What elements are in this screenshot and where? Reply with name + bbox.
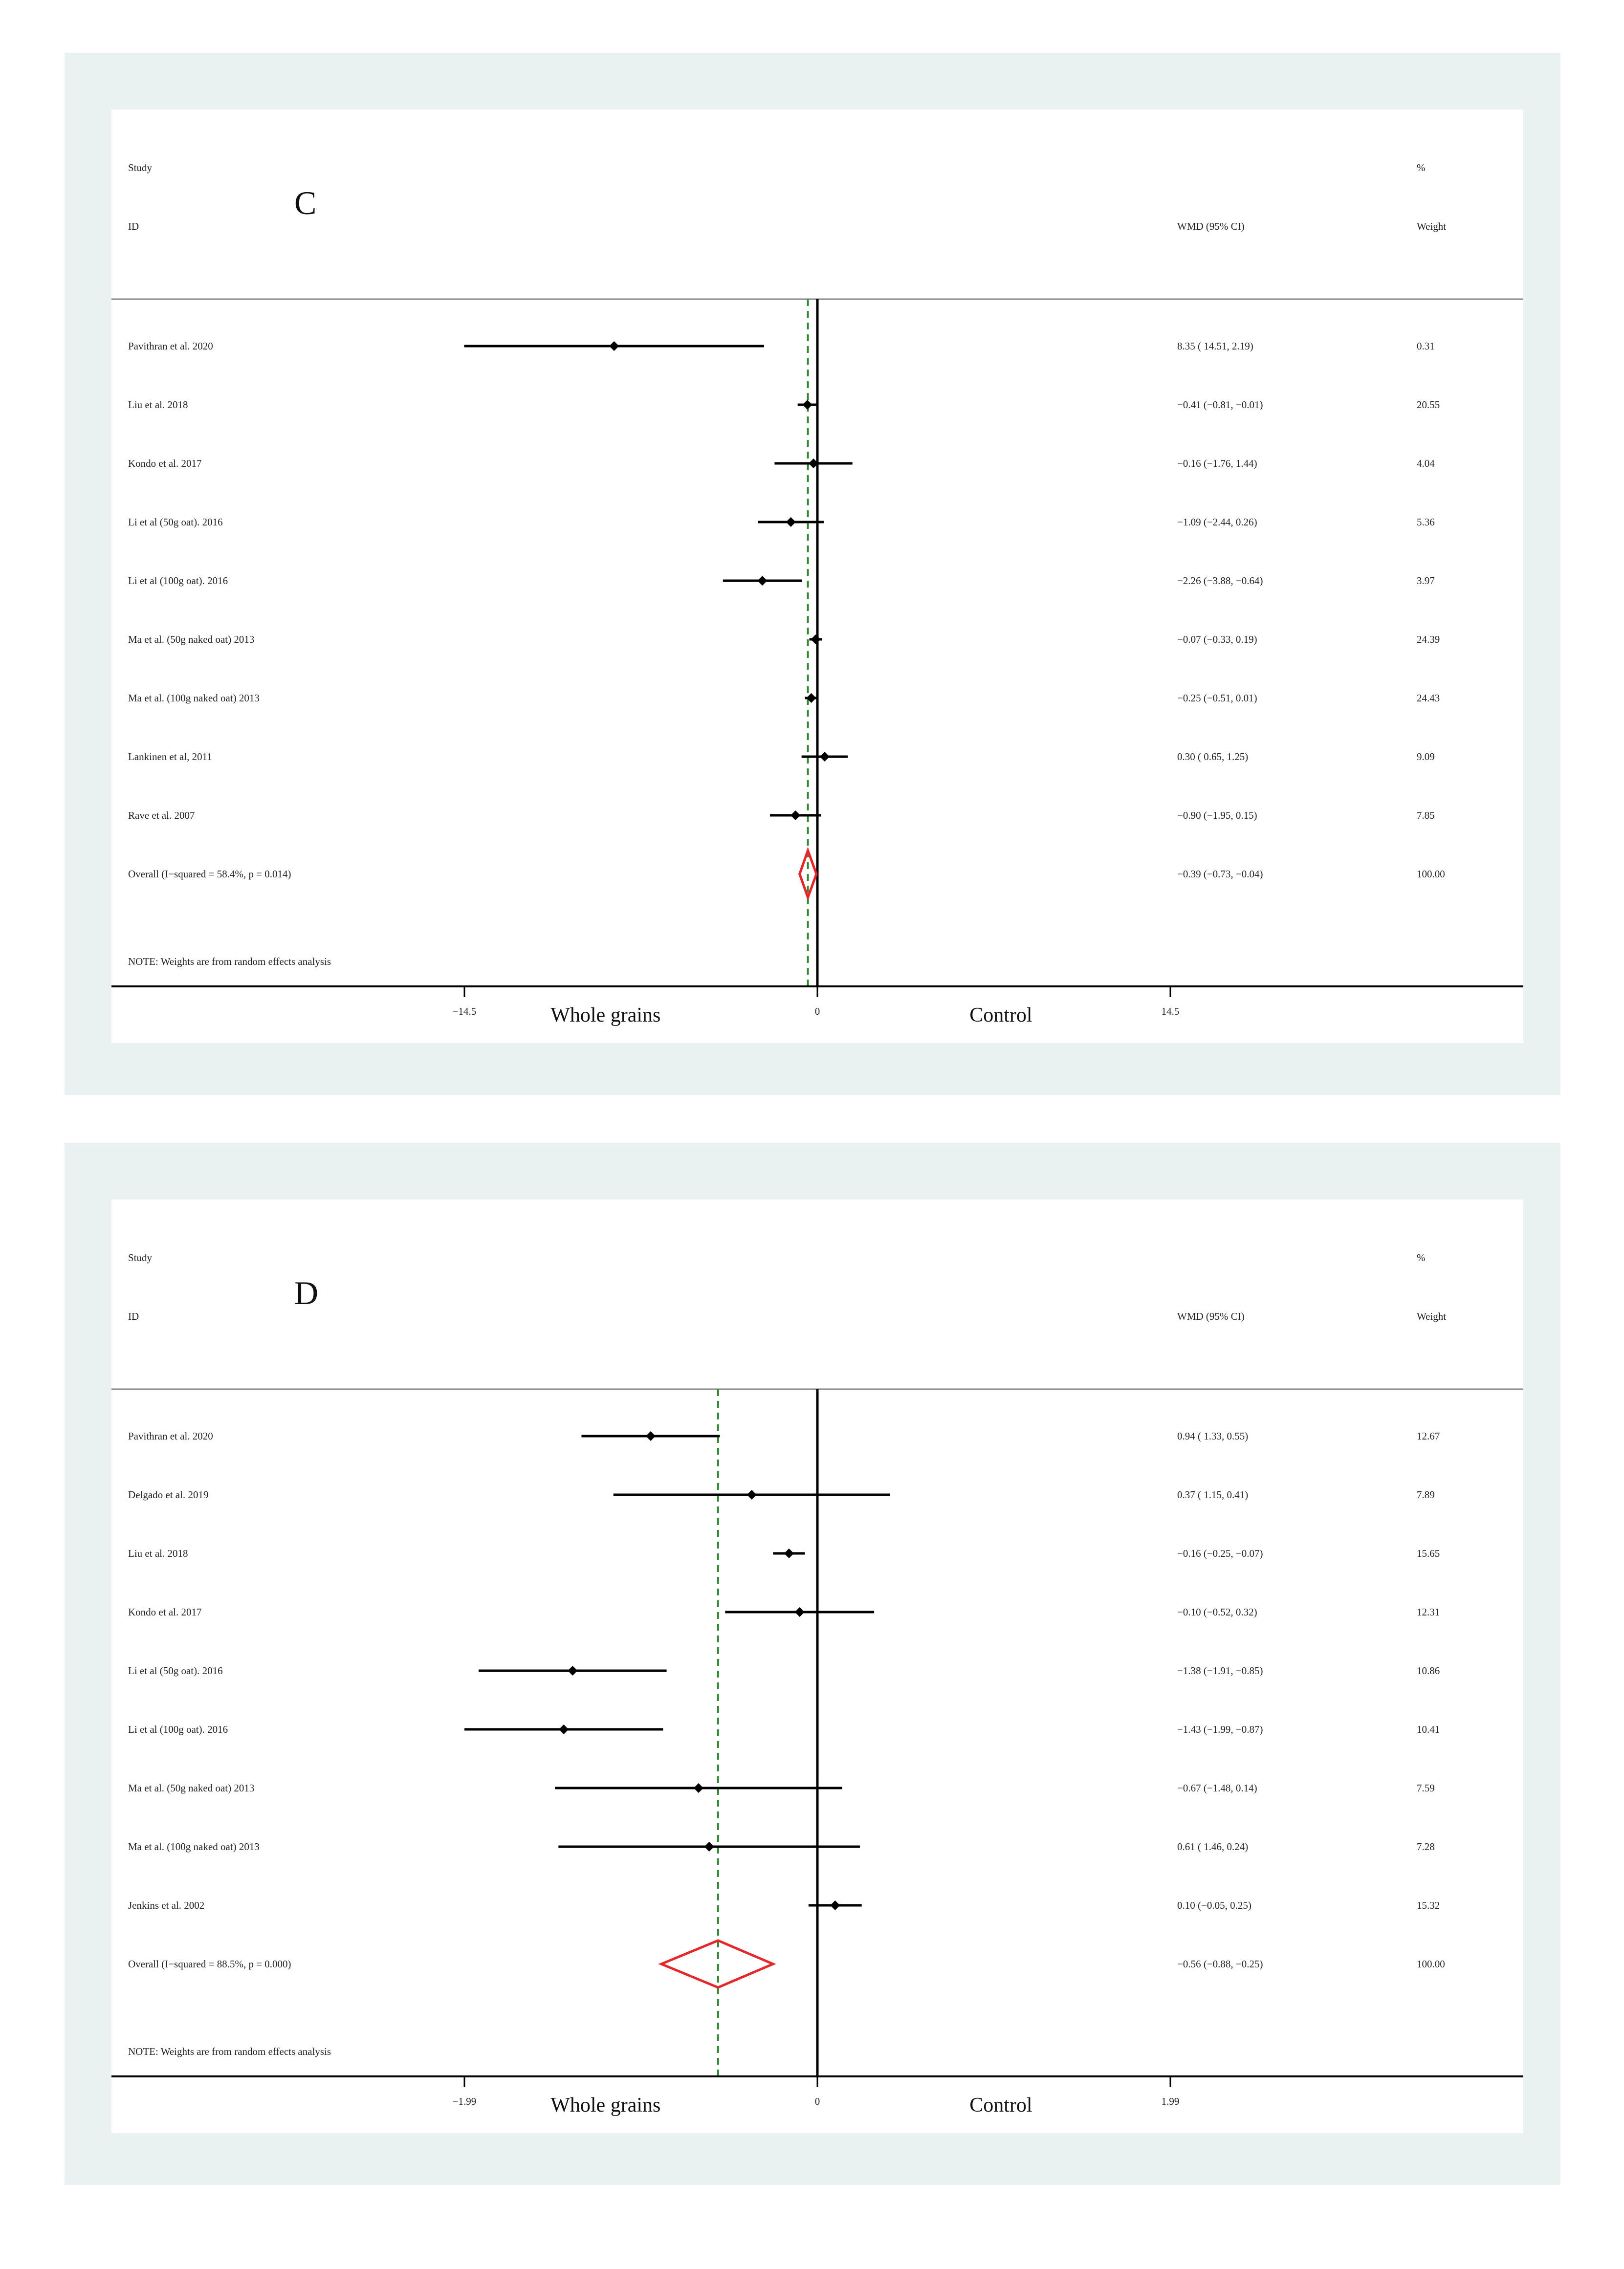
forest-d-study-label-1: Delgado et al. 2019 (128, 1489, 209, 1501)
forest-c-overall-ci-text: −0.39 (−0.73, −0.04) (1177, 868, 1263, 880)
forest-c-study-label-0: Pavithran et al. 2020 (128, 340, 213, 352)
forest-d-weight-2: 15.65 (1417, 1548, 1440, 1559)
forest-d-ci-text-2: −0.16 (−0.25, −0.07) (1177, 1548, 1263, 1559)
forest-d-ci-text-0: 0.94 ( 1.33, 0.55) (1177, 1430, 1249, 1442)
forest-d-study-label-4: Li et al (50g oat). 2016 (128, 1665, 223, 1677)
forest-c-study-label-7: Lankinen et al, 2011 (128, 751, 212, 763)
forest-d-note: NOTE: Weights are from random effects analysis (128, 2046, 331, 2057)
forest-d-header-weight: Weight (1417, 1310, 1447, 1322)
forest-d-left-label: Whole grains (550, 2094, 661, 2116)
forest-c-study-label-3: Li et al (50g oat). 2016 (128, 516, 223, 528)
forest-c-weight-6: 24.43 (1417, 692, 1440, 704)
forest-d-study-label-7: Ma et al. (100g naked oat) 2013 (128, 1841, 260, 1853)
forest-c-ci-text-2: −0.16 (−1.76, 1.44) (1177, 458, 1257, 469)
forest-c-weight-1: 20.55 (1417, 399, 1440, 411)
forest-d-header-id: ID (128, 1310, 139, 1322)
forest-d-study-label-0: Pavithran et al. 2020 (128, 1430, 213, 1442)
forest-d-overall-ci-text: −0.56 (−0.88, −0.25) (1177, 1958, 1263, 1970)
forest-d-ci-text-6: −0.67 (−1.48, 0.14) (1177, 1782, 1257, 1794)
forest-d-panel-label: D (294, 1274, 319, 1311)
forest-plot-d-svg (65, 1143, 1560, 2185)
forest-c-study-label-2: Kondo et al. 2017 (128, 458, 202, 469)
forest-c-header-study: Study (128, 162, 153, 174)
forest-d-study-label-2: Liu et al. 2018 (128, 1548, 188, 1559)
forest-d-header-effect: WMD (95% CI) (1177, 1310, 1245, 1322)
forest-d-right-label: Control (969, 2094, 1032, 2116)
forest-plot-c-svg (65, 53, 1560, 1095)
forest-c-weight-7: 9.09 (1417, 751, 1435, 763)
forest-d-study-label-8: Jenkins et al. 2002 (128, 1899, 205, 1911)
forest-d-weight-3: 12.31 (1417, 1606, 1440, 1618)
forest-c-panel-label: C (294, 184, 317, 221)
forest-c-right-label: Control (969, 1004, 1032, 1026)
forest-d-weight-7: 7.28 (1417, 1841, 1435, 1853)
forest-c-weight-8: 7.85 (1417, 809, 1435, 821)
forest-d-study-label-5: Li et al (100g oat). 2016 (128, 1724, 228, 1735)
forest-c-header-id: ID (128, 220, 139, 232)
forest-c-study-label-6: Ma et al. (100g naked oat) 2013 (128, 692, 260, 704)
forest-d-weight-0: 12.67 (1417, 1430, 1440, 1442)
forest-c-tick-label-2: 14.5 (1161, 1005, 1180, 1017)
forest-d-overall-label: Overall (I−squared = 88.5%, p = 0.000) (128, 1958, 291, 1970)
forest-c-header-weight: Weight (1417, 220, 1447, 232)
forest-c-ci-text-6: −0.25 (−0.51, 0.01) (1177, 692, 1257, 704)
forest-c-tick-label-1: 0 (814, 1005, 820, 1017)
forest-c-ci-text-3: −1.09 (−2.44, 0.26) (1177, 516, 1257, 528)
forest-c-overall-weight: 100.00 (1417, 868, 1445, 880)
forest-d-weight-8: 15.32 (1417, 1899, 1440, 1911)
forest-d-weight-6: 7.59 (1417, 1782, 1435, 1794)
forest-d-header-weight-pct: % (1417, 1252, 1426, 1264)
forest-d-weight-1: 7.89 (1417, 1489, 1435, 1501)
forest-d-ci-text-1: 0.37 ( 1.15, 0.41) (1177, 1489, 1249, 1501)
forest-c-overall-label: Overall (I−squared = 58.4%, p = 0.014) (128, 868, 291, 880)
forest-c-weight-3: 5.36 (1417, 516, 1435, 528)
forest-d-ci-text-4: −1.38 (−1.91, −0.85) (1177, 1665, 1263, 1677)
forest-c-ci-text-0: 8.35 ( 14.51, 2.19) (1177, 340, 1253, 352)
forest-c-weight-0: 0.31 (1417, 340, 1435, 352)
forest-c-study-label-5: Ma et al. (50g naked oat) 2013 (128, 633, 255, 645)
forest-c-weight-4: 3.97 (1417, 575, 1435, 587)
forest-d-weight-4: 10.86 (1417, 1665, 1440, 1677)
forest-d-tick-label-1: 0 (814, 2095, 820, 2107)
forest-c-study-label-8: Rave et al. 2007 (128, 809, 195, 821)
forest-d-study-label-6: Ma et al. (50g naked oat) 2013 (128, 1782, 255, 1794)
forest-c-study-label-1: Liu et al. 2018 (128, 399, 188, 411)
forest-c-tick-label-0: −14.5 (452, 1005, 477, 1017)
forest-c-ci-text-5: −0.07 (−0.33, 0.19) (1177, 633, 1257, 645)
forest-panel-d (65, 1143, 1560, 2185)
forest-c-note: NOTE: Weights are from random effects analysis (128, 956, 331, 967)
forest-d-tick-label-0: −1.99 (452, 2095, 477, 2107)
forest-c-header-weight-pct: % (1417, 162, 1426, 174)
forest-c-left-label: Whole grains (550, 1004, 661, 1026)
forest-d-ci-text-7: 0.61 ( 1.46, 0.24) (1177, 1841, 1249, 1853)
forest-c-ci-text-8: −0.90 (−1.95, 0.15) (1177, 809, 1257, 821)
forest-panel-c (65, 53, 1560, 1095)
forest-c-ci-text-4: −2.26 (−3.88, −0.64) (1177, 575, 1263, 587)
forest-c-weight-2: 4.04 (1417, 458, 1435, 469)
forest-d-ci-text-3: −0.10 (−0.52, 0.32) (1177, 1606, 1257, 1618)
forest-d-weight-5: 10.41 (1417, 1724, 1440, 1735)
forest-d-tick-label-2: 1.99 (1161, 2095, 1180, 2107)
forest-c-ci-text-1: −0.41 (−0.81, −0.01) (1177, 399, 1263, 411)
forest-d-study-label-3: Kondo et al. 2017 (128, 1606, 202, 1618)
forest-c-study-label-4: Li et al (100g oat). 2016 (128, 575, 228, 587)
forest-c-header-effect: WMD (95% CI) (1177, 220, 1245, 232)
forest-c-ci-text-7: 0.30 ( 0.65, 1.25) (1177, 751, 1249, 763)
forest-d-overall-weight: 100.00 (1417, 1958, 1445, 1970)
forest-d-ci-text-8: 0.10 (−0.05, 0.25) (1177, 1899, 1251, 1911)
forest-d-header-study: Study (128, 1252, 153, 1264)
forest-d-ci-text-5: −1.43 (−1.99, −0.87) (1177, 1724, 1263, 1735)
forest-c-weight-5: 24.39 (1417, 633, 1440, 645)
